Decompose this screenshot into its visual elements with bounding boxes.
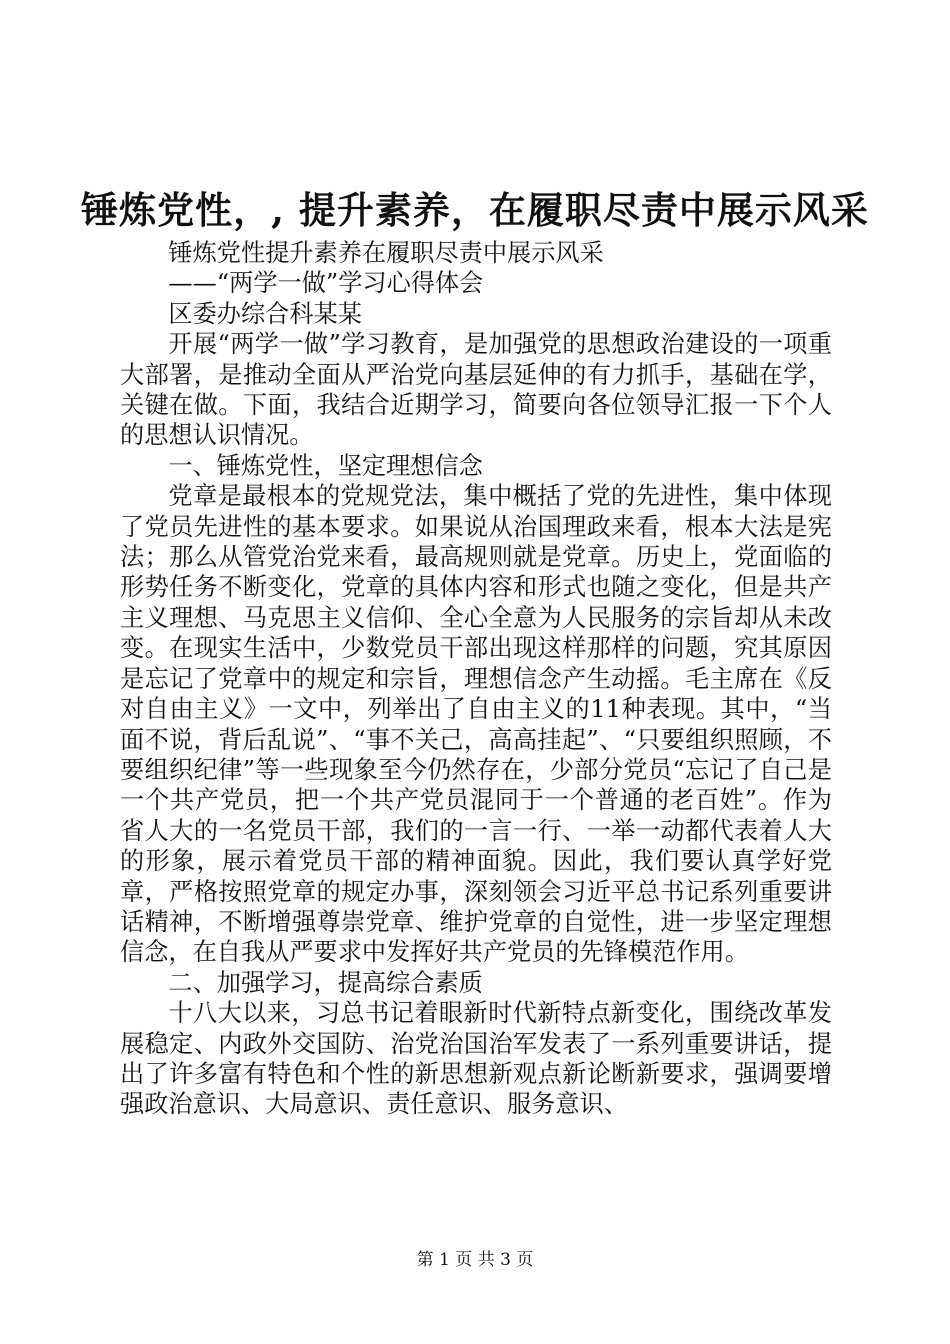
paragraph-section-2: 十八大以来，习总书记着眼新时代新特点新变化，围绕改革发展稳定、内政外交国防、治党治国治军发表了一系列重要讲话，提出了许多富有特色和个性的新思想新观点新论断新要求，强调要增强政治意识、大局意识、责任意识、服务意识、	[120, 999, 832, 1119]
document-subtitle: 锤炼党性提升素养在履职尽责中展示风采	[168, 239, 604, 267]
document-subtitle-2: ——“两学一做”学习心得体会	[168, 269, 484, 298]
document-author: 区委办综合科某某	[168, 299, 362, 328]
section-heading-2: 二、加强学习，提高综合素质	[168, 968, 483, 997]
paragraph-section-1: 党章是最根本的党规党法，集中概括了党的先进性，集中体现了党员先进性的基本要求。如果说从治国理政来看，根本大法是宪法；那么从管党治党来看，最高规则就是党章。历史上，党面临的形势任务不断变化，党章的具体内容和形式也随之变化，但是共产主义理想、马克思主义信仰、全心全意为人民服务的宗旨却从未改变。在现实生活中，少数党员干部出现这样那样的问题，究其原因是忘记了党章中的规定和宗旨，理想信念产生动摇。毛主席在《反对自由主义》一文中，列举出了自由主义的11种表现。其中，“当面不说，背后乱说”、“事不关己，高高挂起”、“只要组织照顾，不要组织纪律”等一些现象至今仍然存在，少部分党员“忘记了自己是一个共产党员，把一个共产党员混同于一个普通的老百姓”。作为省人大的一名党员干部，我们的一言一行、一举一动都代表着人大的形象，展示着党员干部的精神面貌。因此，我们要认真学好党章，严格按照党章的规定办事，深刻领会习近平总书记系列重要讲话精神，不断增强尊崇党章、维护党章的自觉性，进一步坚定理想信念，在自我从严要求中发挥好共产党员的先锋模范作用。	[120, 482, 832, 967]
section-heading-1: 一、锤炼党性，坚定理想信念	[168, 451, 483, 480]
paragraph-intro: 开展“两学一做”学习教育，是加强党的思想政治建设的一项重大部署，是推动全面从严治党向基层延伸的有力抓手，基础在学，关键在做。下面，我结合近期学习，简要向各位领导汇报一下个人的思想认识情况。	[120, 330, 832, 450]
document-body	[120, 238, 832, 1120]
document-title: 锤炼党性，, 提升素养，在履职尽责中展示风采	[81, 188, 869, 232]
page-footer: 第 1 页 共 3 页	[416, 1250, 534, 1270]
